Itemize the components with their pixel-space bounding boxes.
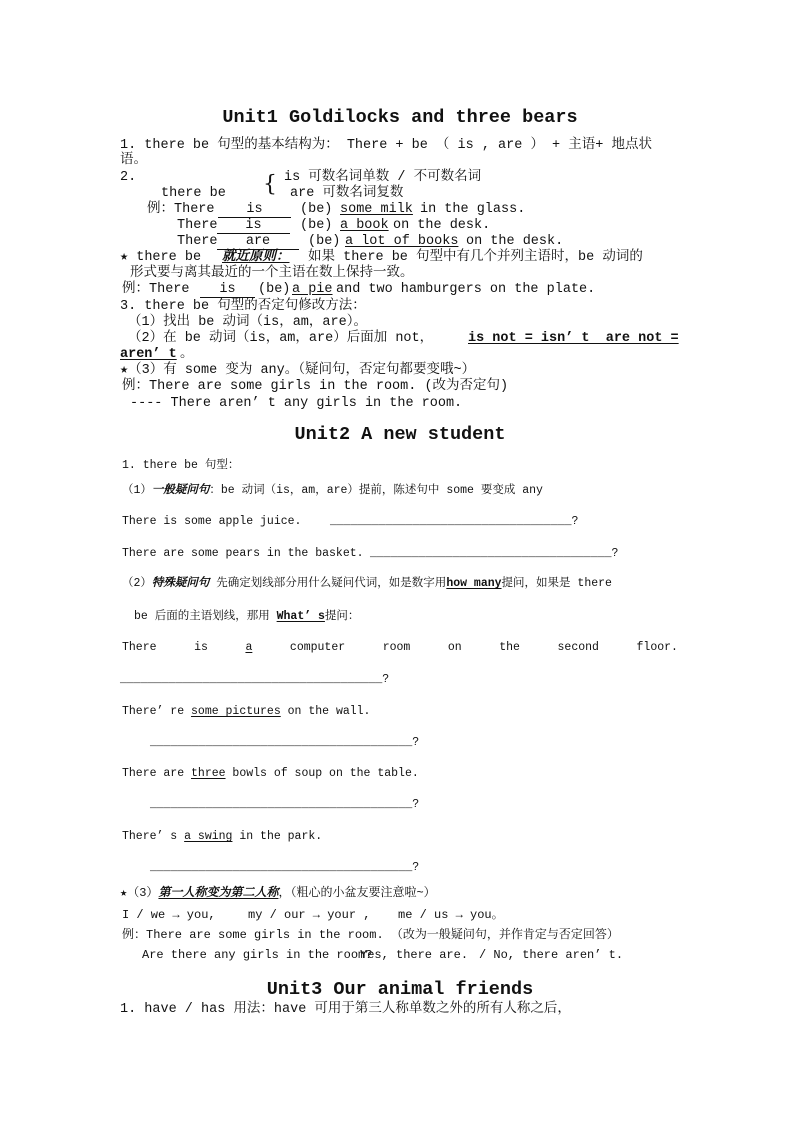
general-item-1 [0, 514, 800, 530]
example-hint: (be) [308, 234, 341, 249]
point3-step2: （2）在 be 动词（is，am，are）后面加 not， [128, 331, 434, 346]
special-question-rule-line2 [134, 609, 359, 625]
unit1-point2-row2 [0, 186, 800, 202]
rule-note: ，（粗心的小盆友要注意啦~） [278, 886, 436, 900]
sentence-end: on the wall. [280, 705, 371, 718]
negation-rule-cont: aren’ t [120, 347, 177, 362]
answer-line: ______________________________________? [150, 798, 420, 811]
answer-line: ______________________________________? [150, 861, 420, 874]
answer-line: ______________________________________? [150, 736, 420, 749]
negation-rule: is not = isn’ t are not = [468, 331, 679, 346]
sentence: There is some apple juice. [122, 515, 302, 528]
point2-number: 2. [120, 170, 137, 185]
pronoun-pair: my / our → your , [248, 908, 371, 922]
example-answer-blank: is [217, 218, 290, 234]
whats-keyword: What’ s [276, 610, 325, 623]
word: There [122, 641, 157, 654]
example-subject: a lot of books [345, 234, 459, 249]
proximity-example-row [0, 282, 800, 298]
rule-name: 第一人称变为第二人称 [158, 886, 279, 900]
example-answer-blank: are [217, 234, 299, 250]
person-change-answers [0, 947, 800, 963]
pronoun-pairs [0, 907, 800, 923]
point3-answer: ---- There aren’ t any girls in the room. [130, 396, 463, 411]
word: room [382, 641, 411, 654]
example-hint: (be) [258, 282, 291, 297]
word: the [499, 641, 520, 654]
unit2-heading: 1. there be 句型： [122, 459, 240, 472]
word: second [557, 641, 599, 654]
word: floor. [636, 641, 678, 654]
example-subject: a book [340, 218, 389, 233]
answer-yes: Yes, there are. [360, 948, 469, 962]
special-item-1-sentence [122, 640, 678, 656]
answer-line: ______________________________________? [120, 673, 390, 686]
rule-text-end: 提问： [324, 610, 360, 623]
example-answer-blank: is [218, 202, 291, 218]
sentence-end: in the park. [232, 830, 323, 843]
how-many-keyword: how many [446, 577, 502, 590]
example-row-2 [0, 218, 800, 234]
word: computer [289, 641, 346, 654]
rule-text-cont: 提问，如果是 there [501, 577, 612, 590]
special-question-rule [122, 576, 612, 592]
special-item-3-sentence [122, 766, 419, 782]
example-prefix: 例：There [147, 202, 215, 217]
example-hint: (be) [300, 218, 333, 233]
special-item-2-sentence [122, 704, 370, 720]
there-be-label: there be [161, 186, 226, 201]
rule-number: （1） [122, 484, 152, 497]
point3-step3: ★（3）有 some 变为 any。（疑问句，否定句都要变哦~） [120, 363, 476, 378]
example-rest: on the desk. [466, 234, 564, 249]
example-prefix: There [177, 234, 218, 249]
example-hint: (be) [300, 202, 333, 217]
unit1-title: Unit1 Goldilocks and three bears [222, 107, 578, 128]
person-change-rule [120, 885, 436, 901]
example-prefix: 例：There [122, 282, 190, 297]
rule-text: ：be 动词（is，am，are）提前，陈述句中 some 要变成 any [209, 484, 543, 497]
underlined-phrase: a swing [184, 830, 233, 843]
curly-brace: { [263, 172, 277, 197]
unit2-title: Unit2 A new student [294, 424, 506, 445]
sentence: There are some pears in the basket. [122, 547, 364, 560]
example-rest: on the desk. [393, 218, 491, 233]
point3-example: 例：There are some girls in the room. (改为否定句) [122, 379, 509, 394]
example-row-3 [0, 234, 800, 250]
proximity-rule-row1 [0, 250, 800, 266]
answer-no: / No, there aren’ t. [479, 948, 624, 962]
point3-heading: 3. there be 句型的否定句修改方法： [120, 299, 366, 314]
unit3-point1: 1. have / has 用法：have 可用于第三人称单数之外的所有人称之后， [120, 1002, 571, 1017]
point3-step2-row2 [0, 347, 800, 363]
rule-name: 特殊疑问句 [151, 577, 210, 590]
answer-line: ___________________________________? [370, 547, 619, 560]
sentence-end: bowls of soup on the table. [225, 767, 419, 780]
word: on [447, 641, 462, 654]
plural-rule: are 可数名词复数 [290, 186, 404, 201]
rule-name: 就近原则： [222, 250, 290, 265]
example-row-1 [0, 202, 800, 218]
unit3-title: Unit3 Our animal friends [266, 979, 534, 1000]
rule-name: 一般疑问句 [151, 484, 210, 497]
underlined-phrase: some pictures [191, 705, 281, 718]
unit1-point1-line2: 语。 [120, 153, 147, 168]
unit1-point1-line1: 1. there be 句型的基本结构为： There + be （ is , are ） + 主语+ 地点状 [120, 138, 652, 153]
point3-step2-row [0, 331, 800, 347]
sentence-start: There’ s [122, 830, 185, 843]
proximity-rule-row2: 形式要与离其最近的一个主语在数上保持一致。 [130, 266, 414, 281]
special-item-4-sentence [122, 829, 322, 845]
sentence-start: There are [122, 767, 192, 780]
pronoun-pair: me / us → you。 [398, 908, 504, 922]
pronoun-pair: I / we → you, [122, 908, 216, 922]
person-change-example: 例：There are some girls in the room. （改为一般疑问句，并作肯定与否定回答） [122, 928, 619, 942]
rule-number: ★（3） [120, 886, 159, 900]
word: is [194, 641, 208, 654]
general-question-rule [122, 483, 543, 499]
example-subject: a pie [292, 282, 333, 297]
example-rest: in the glass. [420, 202, 526, 217]
point3-step1: （1）找出 be 动词（is，am，are）。 [128, 315, 367, 330]
example-subject: some milk [340, 202, 413, 217]
answer-question: Are there any girls in the room? [142, 948, 373, 962]
rule-text: 先确定划线部分用什么疑问代词，如是数字用 [209, 577, 447, 590]
step2-end: 。 [180, 347, 194, 362]
rule-text: be 后面的主语划线，那用 [134, 610, 277, 623]
underlined-word: a [245, 641, 253, 654]
star-lead: ★ there be [120, 250, 202, 265]
underlined-phrase: three [191, 767, 226, 780]
unit1-point2-row1 [0, 170, 800, 186]
rule-text: 如果 there be 句型中有几个并列主语时，be 动词的 [308, 250, 643, 265]
rule-number: （2） [122, 577, 152, 590]
example-prefix: There [177, 218, 218, 233]
example-answer-blank: is [200, 282, 255, 298]
example-rest: and two hamburgers on the plate. [336, 282, 596, 297]
answer-line: ___________________________________? [330, 515, 579, 528]
general-item-2 [0, 546, 800, 562]
sentence-start: There’ re [122, 705, 192, 718]
singular-rule: is 可数名词单数 / 不可数名词 [284, 170, 482, 185]
